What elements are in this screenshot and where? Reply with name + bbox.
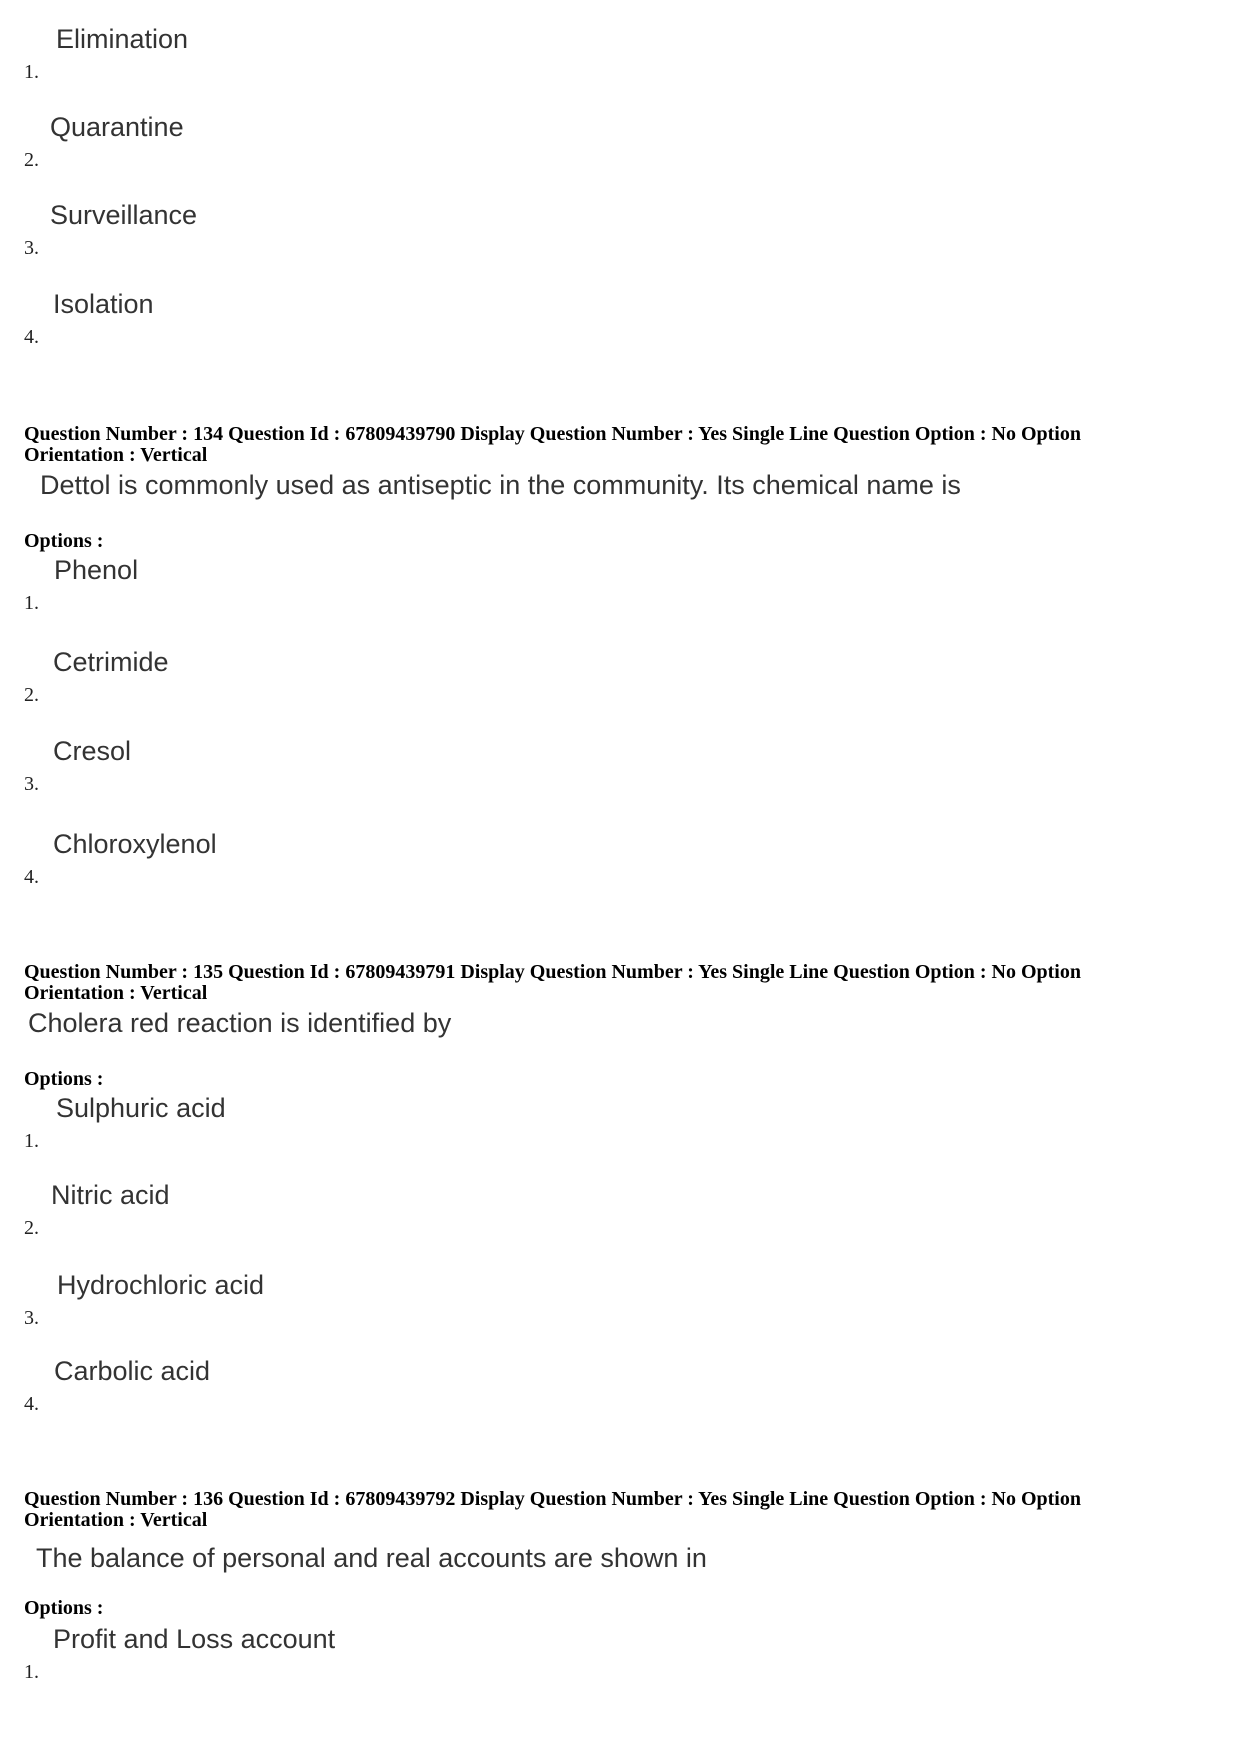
- option-number: 2.: [24, 149, 39, 171]
- question-meta: [24, 962, 1204, 1004]
- prev-option-1: [24, 24, 724, 84]
- question-text: Cholera red reaction is identified by: [28, 1008, 452, 1038]
- options-label: Options :: [24, 530, 104, 552]
- q135-option-4: [24, 1356, 724, 1416]
- options-label: Options :: [24, 1597, 104, 1619]
- option-number: 1.: [24, 61, 39, 83]
- option-text: Chloroxylenol: [53, 829, 217, 859]
- question-text: Dettol is commonly used as antiseptic in the community. Its chemical name is: [40, 470, 961, 500]
- option-text: Elimination: [56, 24, 189, 54]
- option-text: Profit and Loss account: [53, 1624, 336, 1654]
- option-number: 1.: [24, 1130, 39, 1152]
- question-meta-line2: Orientation : Vertical: [24, 1509, 208, 1531]
- q134-option-2: [24, 647, 724, 707]
- option-number: 2.: [24, 684, 39, 706]
- option-number: 4.: [24, 1393, 39, 1415]
- option-text: Quarantine: [50, 112, 184, 142]
- options-label: Options :: [24, 1068, 104, 1090]
- prev-option-4: [24, 289, 724, 349]
- prev-option-3: [24, 200, 724, 260]
- q136-option-1: [24, 1624, 724, 1684]
- question-meta-line2: Orientation : Vertical: [24, 982, 208, 1004]
- option-number: 3.: [24, 773, 39, 795]
- q135-option-1: [24, 1093, 724, 1153]
- option-text: Isolation: [53, 289, 154, 319]
- option-text: Carbolic acid: [54, 1356, 211, 1386]
- option-text: Hydrochloric acid: [57, 1270, 265, 1300]
- option-text: Cetrimide: [53, 647, 169, 677]
- option-text: Nitric acid: [51, 1180, 170, 1210]
- question-meta-line1: Question Number : 135 Question Id : 67809439791 Display Question Number : Yes Single Line Question Option : No Option: [24, 961, 1081, 983]
- option-number: 2.: [24, 1217, 39, 1239]
- option-number: 1.: [24, 592, 39, 614]
- question-meta: [24, 424, 1204, 466]
- option-text: Sulphuric acid: [56, 1093, 226, 1123]
- q135-option-2: [24, 1180, 724, 1240]
- question-meta-line2: Orientation : Vertical: [24, 444, 208, 466]
- question-meta-line1: Question Number : 136 Question Id : 67809439792 Display Question Number : Yes Single Line Question Option : No Option: [24, 1488, 1081, 1510]
- q134-option-4: [24, 829, 724, 889]
- option-text: Cresol: [53, 736, 132, 766]
- option-number: 1.: [24, 1661, 39, 1683]
- option-number: 3.: [24, 1307, 39, 1329]
- question-meta: [24, 1489, 1204, 1531]
- option-text: Phenol: [54, 555, 139, 585]
- option-number: 4.: [24, 326, 39, 348]
- q134-option-1: [24, 555, 724, 615]
- question-meta-line1: Question Number : 134 Question Id : 67809439790 Display Question Number : Yes Single Line Question Option : No Option: [24, 423, 1081, 445]
- option-number: 4.: [24, 866, 39, 888]
- prev-option-2: [24, 112, 724, 172]
- q135-option-3: [24, 1270, 724, 1330]
- question-text: The balance of personal and real accounts are shown in: [36, 1543, 707, 1573]
- q134-option-3: [24, 736, 724, 796]
- option-number: 3.: [24, 237, 39, 259]
- option-text: Surveillance: [50, 200, 198, 230]
